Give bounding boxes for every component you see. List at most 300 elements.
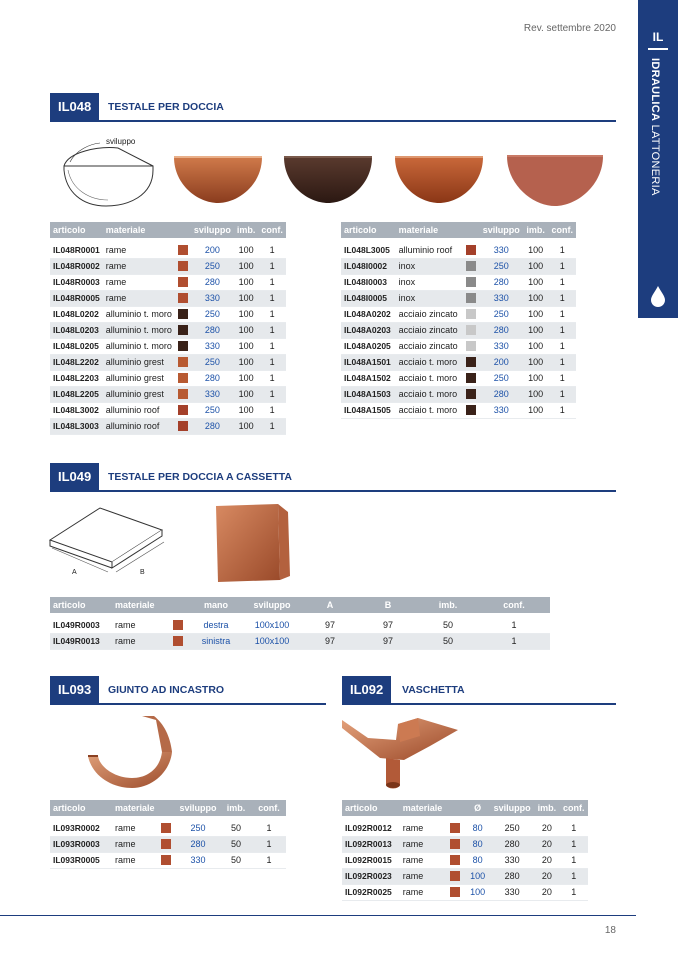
- color-swatch: [178, 309, 188, 319]
- cell-conf: 1: [548, 354, 576, 370]
- cell-conf: 1: [258, 402, 286, 418]
- cell-conf: 1: [258, 370, 286, 386]
- cell-material: acciaio t. moro: [396, 370, 463, 386]
- cell-sviluppo: 330: [191, 290, 234, 306]
- cell-imb: 100: [234, 290, 259, 306]
- il048-table-left: [50, 222, 286, 435]
- header-sviluppo: sviluppo: [242, 597, 302, 613]
- cell-sviluppo: 330: [480, 242, 523, 258]
- cell-conf: 1: [258, 386, 286, 402]
- header-conf: conf.: [560, 800, 588, 816]
- cell-conf: 1: [548, 322, 576, 338]
- cell-material: inox: [396, 290, 463, 306]
- cell-a: 97: [302, 617, 358, 633]
- table-row: [50, 258, 286, 274]
- cell-material: rame: [400, 836, 447, 852]
- header-imb: imb.: [220, 800, 252, 816]
- color-swatch: [178, 357, 188, 367]
- color-swatch: [466, 373, 476, 383]
- il048-left-body: [50, 238, 286, 434]
- color-swatch: [161, 839, 171, 849]
- table-row: [50, 274, 286, 290]
- il093-table: [50, 800, 286, 869]
- cell-code: IL048R0005: [50, 290, 103, 306]
- cell-code: IL048A1503: [341, 386, 396, 402]
- cell-diam: 100: [465, 884, 490, 900]
- cell-material: rame: [400, 852, 447, 868]
- cell-imb: 50: [418, 617, 478, 633]
- section-header-il093: [50, 676, 326, 704]
- section-rule: [50, 120, 616, 122]
- color-swatch: [450, 855, 460, 865]
- cell-conf: 1: [560, 868, 588, 884]
- cell-imb: 20: [534, 852, 559, 868]
- il048-right-body: [341, 238, 576, 418]
- cell-material: alluminio grest: [103, 386, 175, 402]
- cell-imb: 100: [523, 322, 549, 338]
- category-divider: [648, 48, 668, 50]
- cell-material: alluminio grest: [103, 370, 175, 386]
- cell-conf: 1: [548, 290, 576, 306]
- header-sviluppo: sviluppo: [480, 222, 523, 238]
- color-swatch-cell: [175, 274, 191, 290]
- cell-b: 97: [358, 617, 418, 633]
- cell-imb: 100: [234, 338, 259, 354]
- table-row: [50, 418, 286, 434]
- product-photo-dark-brown: [282, 153, 374, 205]
- section-code: IL092: [342, 676, 391, 704]
- product-photo-il093: [84, 712, 180, 792]
- color-swatch-cell: [175, 306, 191, 322]
- cell-material: acciaio t. moro: [396, 354, 463, 370]
- revision-date: Rev. settembre 2020: [523, 23, 616, 34]
- table-row: [50, 820, 286, 836]
- table-row: [50, 338, 286, 354]
- color-swatch-cell: [463, 402, 480, 418]
- cell-imb: 20: [534, 884, 559, 900]
- cell-code: IL093R0005: [50, 852, 112, 868]
- table-row: [50, 242, 286, 258]
- section-rule: [342, 703, 616, 705]
- cell-code: IL048R0001: [50, 242, 103, 258]
- header-sviluppo: sviluppo: [490, 800, 534, 816]
- cell-sviluppo: 100x100: [242, 633, 302, 649]
- color-swatch: [178, 245, 188, 255]
- cell-material: alluminio t. moro: [103, 322, 175, 338]
- cell-conf: 1: [258, 322, 286, 338]
- category-bold: IDRAULICA: [649, 58, 661, 122]
- cell-code: IL092R0025: [342, 884, 400, 900]
- header-articolo: articolo: [50, 800, 112, 816]
- color-swatch-cell: [158, 836, 176, 852]
- color-swatch-cell: [175, 354, 191, 370]
- cell-imb: 20: [534, 868, 559, 884]
- cell-code: IL048A1501: [341, 354, 396, 370]
- header-imb: imb.: [418, 597, 478, 613]
- color-swatch: [161, 823, 171, 833]
- color-swatch-cell: [170, 617, 190, 633]
- color-swatch: [466, 277, 476, 287]
- cell-material: rame: [112, 633, 170, 649]
- table-row: [341, 370, 576, 386]
- header-conf: conf.: [478, 597, 550, 613]
- cell-imb: 50: [418, 633, 478, 649]
- table-row: [50, 290, 286, 306]
- color-swatch: [450, 887, 460, 897]
- cell-material: rame: [103, 242, 175, 258]
- color-swatch: [450, 839, 460, 849]
- table-row: [341, 322, 576, 338]
- color-swatch: [466, 245, 476, 255]
- cell-material: rame: [400, 820, 447, 836]
- header-color: [175, 222, 191, 238]
- cell-imb: 100: [234, 418, 259, 434]
- cell-code: IL092R0012: [342, 820, 400, 836]
- cell-code: IL048L3003: [50, 418, 103, 434]
- cell-conf: 1: [258, 418, 286, 434]
- color-swatch: [466, 341, 476, 351]
- color-swatch-cell: [175, 402, 191, 418]
- cell-imb: 100: [523, 386, 549, 402]
- sviluppo-label: sviluppo: [106, 137, 136, 146]
- header-b: B: [358, 597, 418, 613]
- table-row: [341, 274, 576, 290]
- cell-diam: 80: [465, 820, 490, 836]
- cell-material: rame: [103, 258, 175, 274]
- cell-material: alluminio roof: [103, 418, 175, 434]
- dimension-a-label: A: [72, 569, 77, 576]
- cell-sviluppo: 330: [480, 338, 523, 354]
- table-row: [341, 290, 576, 306]
- table-row: [50, 354, 286, 370]
- table-row: [341, 402, 576, 418]
- table-row: [50, 836, 286, 852]
- cell-conf: 1: [560, 884, 588, 900]
- cell-sviluppo: 250: [480, 258, 523, 274]
- color-swatch-cell: [447, 868, 466, 884]
- cell-imb: 100: [234, 306, 259, 322]
- cell-material: alluminio roof: [103, 402, 175, 418]
- cell-conf: 1: [548, 306, 576, 322]
- cell-material: acciaio t. moro: [396, 402, 463, 418]
- cell-sviluppo: 330: [176, 852, 220, 868]
- color-swatch-cell: [463, 258, 480, 274]
- cell-imb: 100: [234, 402, 259, 418]
- cell-code: IL092R0013: [342, 836, 400, 852]
- cell-conf: 1: [478, 617, 550, 633]
- cell-sviluppo: 200: [191, 242, 234, 258]
- color-swatch: [450, 823, 460, 833]
- header-diameter: Ø: [465, 800, 490, 816]
- cell-sviluppo: 250: [176, 820, 220, 836]
- header-conf: conf.: [252, 800, 286, 816]
- il093-body: [50, 816, 286, 868]
- color-swatch: [466, 405, 476, 415]
- color-swatch: [178, 277, 188, 287]
- cell-imb: 100: [234, 386, 259, 402]
- cell-sviluppo: 250: [480, 370, 523, 386]
- cell-code: IL093R0003: [50, 836, 112, 852]
- cell-sviluppo: 280: [480, 386, 523, 402]
- cell-code: IL048R0002: [50, 258, 103, 274]
- cell-sviluppo: 280: [176, 836, 220, 852]
- header-articolo: articolo: [341, 222, 396, 238]
- cell-conf: 1: [258, 338, 286, 354]
- cell-imb: 100: [523, 338, 549, 354]
- header-color: [170, 597, 190, 613]
- color-swatch: [466, 293, 476, 303]
- section-header-il049: [50, 463, 616, 491]
- cell-sviluppo: 250: [480, 306, 523, 322]
- cell-conf: 1: [252, 820, 286, 836]
- cell-material: alluminio grest: [103, 354, 175, 370]
- cell-imb: 100: [523, 306, 549, 322]
- cell-imb: 100: [523, 258, 549, 274]
- color-swatch: [178, 341, 188, 351]
- header-color: [158, 800, 176, 816]
- color-swatch: [466, 261, 476, 271]
- cell-code: IL048L0205: [50, 338, 103, 354]
- color-swatch: [178, 421, 188, 431]
- cell-material: alluminio t. moro: [103, 306, 175, 322]
- table-row: [341, 306, 576, 322]
- cell-sviluppo: 280: [480, 322, 523, 338]
- cell-sviluppo: 250: [191, 258, 234, 274]
- cell-imb: 100: [523, 370, 549, 386]
- color-swatch-cell: [175, 370, 191, 386]
- table-row: [50, 322, 286, 338]
- cell-sviluppo: 280: [480, 274, 523, 290]
- dimension-b-label: B: [140, 569, 145, 576]
- color-swatch-cell: [175, 418, 191, 434]
- cell-imb: 50: [220, 836, 252, 852]
- cell-sviluppo: 330: [480, 402, 523, 418]
- color-swatch: [178, 373, 188, 383]
- color-swatch-cell: [463, 274, 480, 290]
- table-row: [342, 868, 588, 884]
- color-swatch-cell: [447, 884, 466, 900]
- cell-conf: 1: [258, 290, 286, 306]
- cell-code: IL048L2202: [50, 354, 103, 370]
- cell-conf: 1: [560, 836, 588, 852]
- cell-sviluppo: 330: [191, 386, 234, 402]
- cell-imb: 100: [234, 354, 259, 370]
- color-swatch-cell: [175, 386, 191, 402]
- cell-conf: 1: [548, 338, 576, 354]
- cell-code: IL049R0003: [50, 617, 112, 633]
- header-articolo: articolo: [50, 222, 103, 238]
- cell-code: IL048I0003: [341, 274, 396, 290]
- header-imb: imb.: [523, 222, 549, 238]
- product-photo-roof: [505, 153, 605, 208]
- cell-conf: 1: [252, 852, 286, 868]
- cell-sviluppo: 280: [490, 836, 534, 852]
- cell-conf: 1: [258, 274, 286, 290]
- cell-code: IL092R0015: [342, 852, 400, 868]
- product-photo-grest: [393, 153, 485, 205]
- cell-code: IL048L0203: [50, 322, 103, 338]
- color-swatch-cell: [463, 338, 480, 354]
- cell-sviluppo: 280: [490, 868, 534, 884]
- cell-imb: 100: [234, 322, 259, 338]
- table-row: [341, 338, 576, 354]
- table-row: [342, 836, 588, 852]
- cell-material: acciaio zincato: [396, 338, 463, 354]
- cell-code: IL048A1502: [341, 370, 396, 386]
- table-row: [342, 852, 588, 868]
- cell-conf: 1: [258, 354, 286, 370]
- cell-code: IL048L2205: [50, 386, 103, 402]
- section-title: VASCHETTA: [402, 684, 465, 696]
- cell-sviluppo: 280: [191, 418, 234, 434]
- header-imb: imb.: [534, 800, 559, 816]
- color-swatch-cell: [175, 322, 191, 338]
- cell-code: IL048L3005: [341, 242, 396, 258]
- header-materiale: materiale: [396, 222, 463, 238]
- cell-material: rame: [400, 884, 447, 900]
- color-swatch: [178, 261, 188, 271]
- table-row: [50, 402, 286, 418]
- color-swatch-cell: [175, 242, 191, 258]
- color-swatch-cell: [463, 306, 480, 322]
- cell-sviluppo: 100x100: [242, 617, 302, 633]
- color-swatch-cell: [463, 354, 480, 370]
- cell-imb: 100: [234, 242, 259, 258]
- color-swatch-cell: [170, 633, 190, 649]
- cell-mano: destra: [190, 617, 242, 633]
- cell-imb: 50: [220, 852, 252, 868]
- color-swatch-cell: [158, 852, 176, 868]
- section-code: IL048: [50, 93, 99, 121]
- cell-material: acciaio zincato: [396, 322, 463, 338]
- cell-sviluppo: 200: [480, 354, 523, 370]
- cell-material: rame: [112, 617, 170, 633]
- cell-material: acciaio zincato: [396, 306, 463, 322]
- table-row: [50, 306, 286, 322]
- table-row: [342, 820, 588, 836]
- cell-conf: 1: [258, 242, 286, 258]
- section-header-il048: [50, 93, 616, 121]
- cell-code: IL093R0002: [50, 820, 112, 836]
- il048-table-right: [341, 222, 576, 419]
- product-photo-copper: [172, 153, 264, 205]
- header-articolo: articolo: [50, 597, 112, 613]
- section-code: IL049: [50, 463, 99, 491]
- cell-diam: 80: [465, 852, 490, 868]
- header-sviluppo: sviluppo: [191, 222, 234, 238]
- table-row: [341, 354, 576, 370]
- cell-sviluppo: 280: [191, 322, 234, 338]
- color-swatch-cell: [463, 322, 480, 338]
- cell-material: inox: [396, 274, 463, 290]
- cell-material: rame: [112, 836, 158, 852]
- color-swatch-cell: [463, 370, 480, 386]
- cell-imb: 50: [220, 820, 252, 836]
- color-swatch-cell: [463, 290, 480, 306]
- header-conf: conf.: [548, 222, 576, 238]
- cell-imb: 20: [534, 820, 559, 836]
- cell-mano: sinistra: [190, 633, 242, 649]
- cell-conf: 1: [548, 386, 576, 402]
- section-code: IL093: [50, 676, 99, 704]
- header-imb: imb.: [234, 222, 259, 238]
- header-materiale: materiale: [103, 222, 175, 238]
- cell-material: inox: [396, 258, 463, 274]
- color-swatch-cell: [447, 836, 466, 852]
- header-materiale: materiale: [112, 800, 158, 816]
- color-swatch: [178, 293, 188, 303]
- cell-imb: 100: [234, 258, 259, 274]
- color-swatch: [466, 389, 476, 399]
- table-row: [50, 633, 550, 649]
- cell-a: 97: [302, 633, 358, 649]
- table-row: [50, 617, 550, 633]
- header-conf: conf.: [258, 222, 286, 238]
- color-swatch-cell: [447, 852, 466, 868]
- header-color: [463, 222, 480, 238]
- cell-code: IL049R0013: [50, 633, 112, 649]
- color-swatch: [450, 871, 460, 881]
- table-row: [50, 852, 286, 868]
- cell-material: rame: [112, 820, 158, 836]
- category-rest: LATTONERIA: [649, 124, 661, 196]
- header-a: A: [302, 597, 358, 613]
- il092-body: [342, 816, 588, 900]
- header-materiale: materiale: [112, 597, 170, 613]
- cell-code: IL092R0023: [342, 868, 400, 884]
- section-rule: [50, 490, 616, 492]
- section-header-il092: [342, 676, 616, 704]
- cell-material: acciaio t. moro: [396, 386, 463, 402]
- cell-sviluppo: 280: [191, 370, 234, 386]
- table-row: [342, 884, 588, 900]
- section-title: TESTALE PER DOCCIA A CASSETTA: [108, 471, 292, 483]
- section-title: GIUNTO AD INCASTRO: [108, 684, 225, 696]
- cell-code: IL048A0202: [341, 306, 396, 322]
- table-row: [50, 386, 286, 402]
- cell-code: IL048R0003: [50, 274, 103, 290]
- cell-code: IL048L0202: [50, 306, 103, 322]
- cell-material: alluminio roof: [396, 242, 463, 258]
- cell-conf: 1: [560, 852, 588, 868]
- il048-diagram: [58, 134, 158, 214]
- cell-code: IL048A1505: [341, 402, 396, 418]
- il092-table: [342, 800, 588, 901]
- cell-sviluppo: 330: [490, 852, 534, 868]
- cell-imb: 100: [523, 242, 549, 258]
- cell-code: IL048L2203: [50, 370, 103, 386]
- color-swatch: [178, 325, 188, 335]
- cell-sviluppo: 250: [191, 402, 234, 418]
- cell-sviluppo: 330: [191, 338, 234, 354]
- cell-conf: 1: [478, 633, 550, 649]
- cell-material: alluminio t. moro: [103, 338, 175, 354]
- cell-imb: 20: [534, 836, 559, 852]
- table-row: [50, 370, 286, 386]
- cell-conf: 1: [548, 258, 576, 274]
- cell-conf: 1: [258, 306, 286, 322]
- category-label: [649, 58, 661, 196]
- color-swatch-cell: [158, 820, 176, 836]
- cell-material: rame: [112, 852, 158, 868]
- category-side-tab[interactable]: [638, 0, 678, 318]
- product-photo-il049: [214, 502, 292, 584]
- color-swatch: [466, 309, 476, 319]
- color-swatch: [173, 620, 183, 630]
- cell-diam: 80: [465, 836, 490, 852]
- category-code: IL: [652, 30, 664, 44]
- cell-imb: 100: [523, 274, 549, 290]
